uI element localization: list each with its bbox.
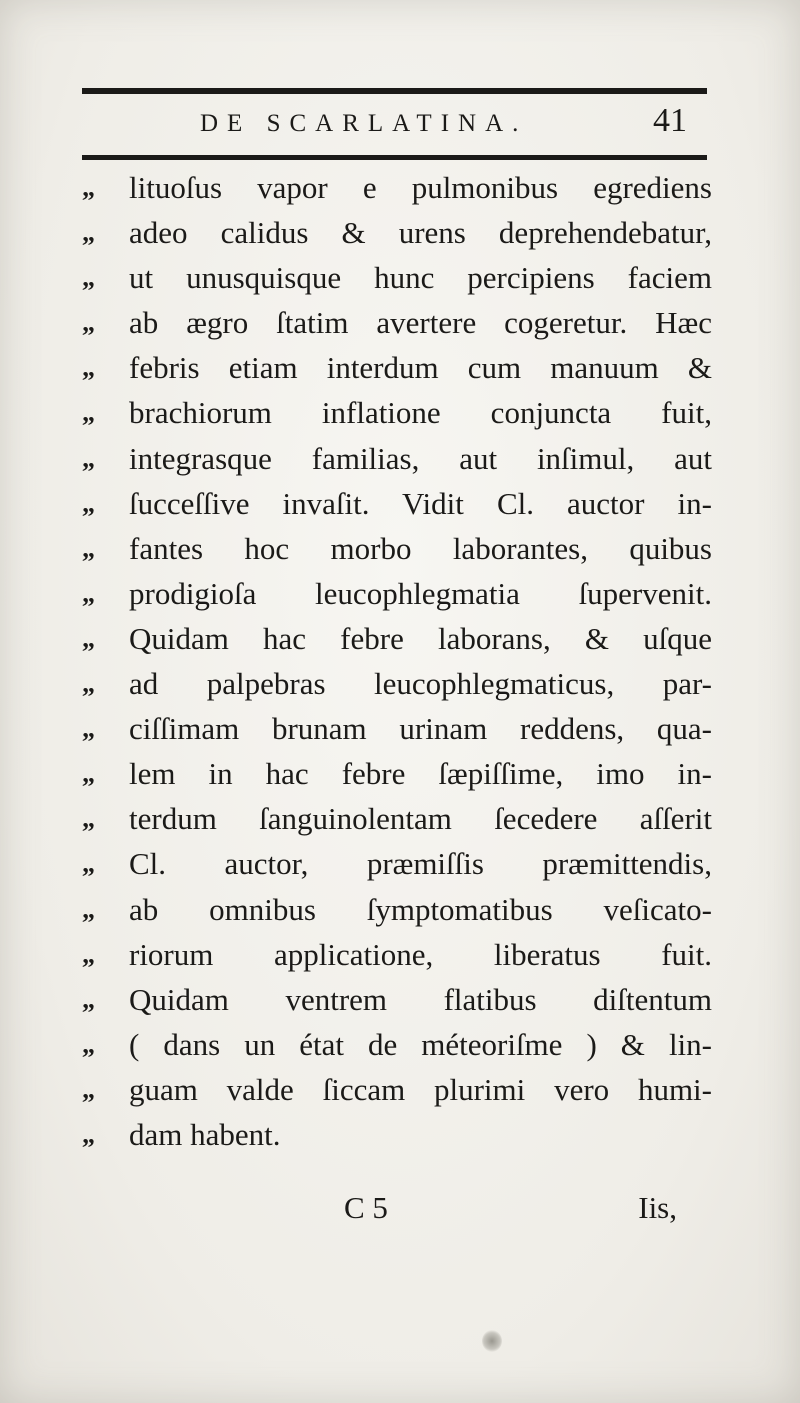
line-text: riorum applicatione, liberatus fuit. [129,936,712,972]
line-text: Cl. auctor, præmiſſis præmittendis, [129,846,712,882]
line-text: ciſſimam brunam urinam reddens, qua- [129,711,712,747]
line-text: lituoſus vapor e pulmonibus egrediens [129,170,712,205]
quotation-mark: „ [82,578,95,608]
text-line [82,1069,722,1114]
line-text: integrasque familias, aut inſimul, aut [129,440,712,476]
text-line [82,257,722,302]
quotation-mark: „ [82,308,95,338]
signature-mark: C 5 [344,1190,388,1225]
line-text: brachiorum inflatione conjuncta fuit, [129,395,712,431]
quotation-mark: „ [82,173,95,202]
line-text: lem in hac febre ſæpiſſime, imo in- [129,756,712,792]
text-line [82,212,722,257]
text-line [82,708,722,753]
text-line [82,302,722,347]
line-text: adeo calidus & urens deprehendebatur, [129,215,712,251]
line-text: Quidam ventrem flatibus diſtentum [129,981,712,1017]
quotation-mark: „ [82,759,95,789]
line-text: Quidam hac febre laborans, & uſque [129,620,712,656]
text-line [82,1114,722,1159]
line-text: ab ægro ſtatim avertere cogeretur. Hæc [129,305,712,341]
quotation-mark: „ [82,1074,95,1104]
text-line [82,889,722,934]
quotation-mark: „ [82,533,95,563]
quotation-mark: „ [82,443,95,473]
text-line [82,438,722,483]
header-rule-top [82,88,707,94]
quotation-mark: „ [82,263,95,293]
line-text: dam habent. [129,1116,281,1152]
quotation-mark: „ [82,488,95,518]
text-line [82,979,722,1024]
text-line [82,798,722,843]
page-number: 41 [653,102,687,139]
quotation-mark: „ [82,353,95,383]
text-line [82,618,722,663]
quotation-mark: „ [82,218,95,248]
line-text: ut unusquisque hunc percipiens faciem [129,260,712,296]
page-footer [82,1190,707,1240]
quotation-mark: „ [82,804,95,834]
quotation-mark: „ [82,939,95,969]
quotation-mark: „ [82,623,95,653]
quotation-mark: „ [82,1029,95,1059]
line-text: ad palpebras leucophlegmaticus, par- [129,666,712,702]
text-line [82,753,722,798]
quotation-mark: „ [82,669,95,699]
line-text: ( dans un état de méteoriſme ) & lin- [129,1026,712,1062]
quotation-mark: „ [82,1119,95,1149]
header-rule-bottom [82,155,707,160]
text-line [82,528,722,573]
text-line [82,483,722,528]
line-text: febris etiam interdum cum manuum & [129,350,712,386]
running-head [82,100,707,150]
text-line [82,934,722,979]
running-head-title: DE SCARLATINA. [200,110,528,137]
line-text: prodigioſa leucophlegmatia ſupervenit. [129,575,712,611]
quotation-mark: „ [82,714,95,744]
quotation-mark: „ [82,894,95,924]
text-line [82,1024,722,1069]
quotation-mark: „ [82,984,95,1014]
line-text: ſucceſſive invaſit. Vidit Cl. auctor in- [129,485,712,521]
line-text: terdum ſanguinolentam ſecedere aſſerit [129,801,712,837]
text-line [82,663,722,708]
paper-blemish [482,1330,502,1352]
text-line [82,573,722,618]
line-text: fantes hoc morbo laborantes, quibus [129,530,712,566]
quotation-mark: „ [82,398,95,428]
catchword: Iis, [638,1190,677,1225]
quotation-mark: „ [82,849,95,879]
body-text [82,167,722,1159]
line-text: guam valde ſiccam plurimi vero humi- [129,1071,712,1107]
text-line [82,167,722,212]
line-text: ab omnibus ſymptomatibus veſicato- [129,891,712,927]
text-line [82,843,722,888]
text-line [82,392,722,437]
text-line [82,347,722,392]
